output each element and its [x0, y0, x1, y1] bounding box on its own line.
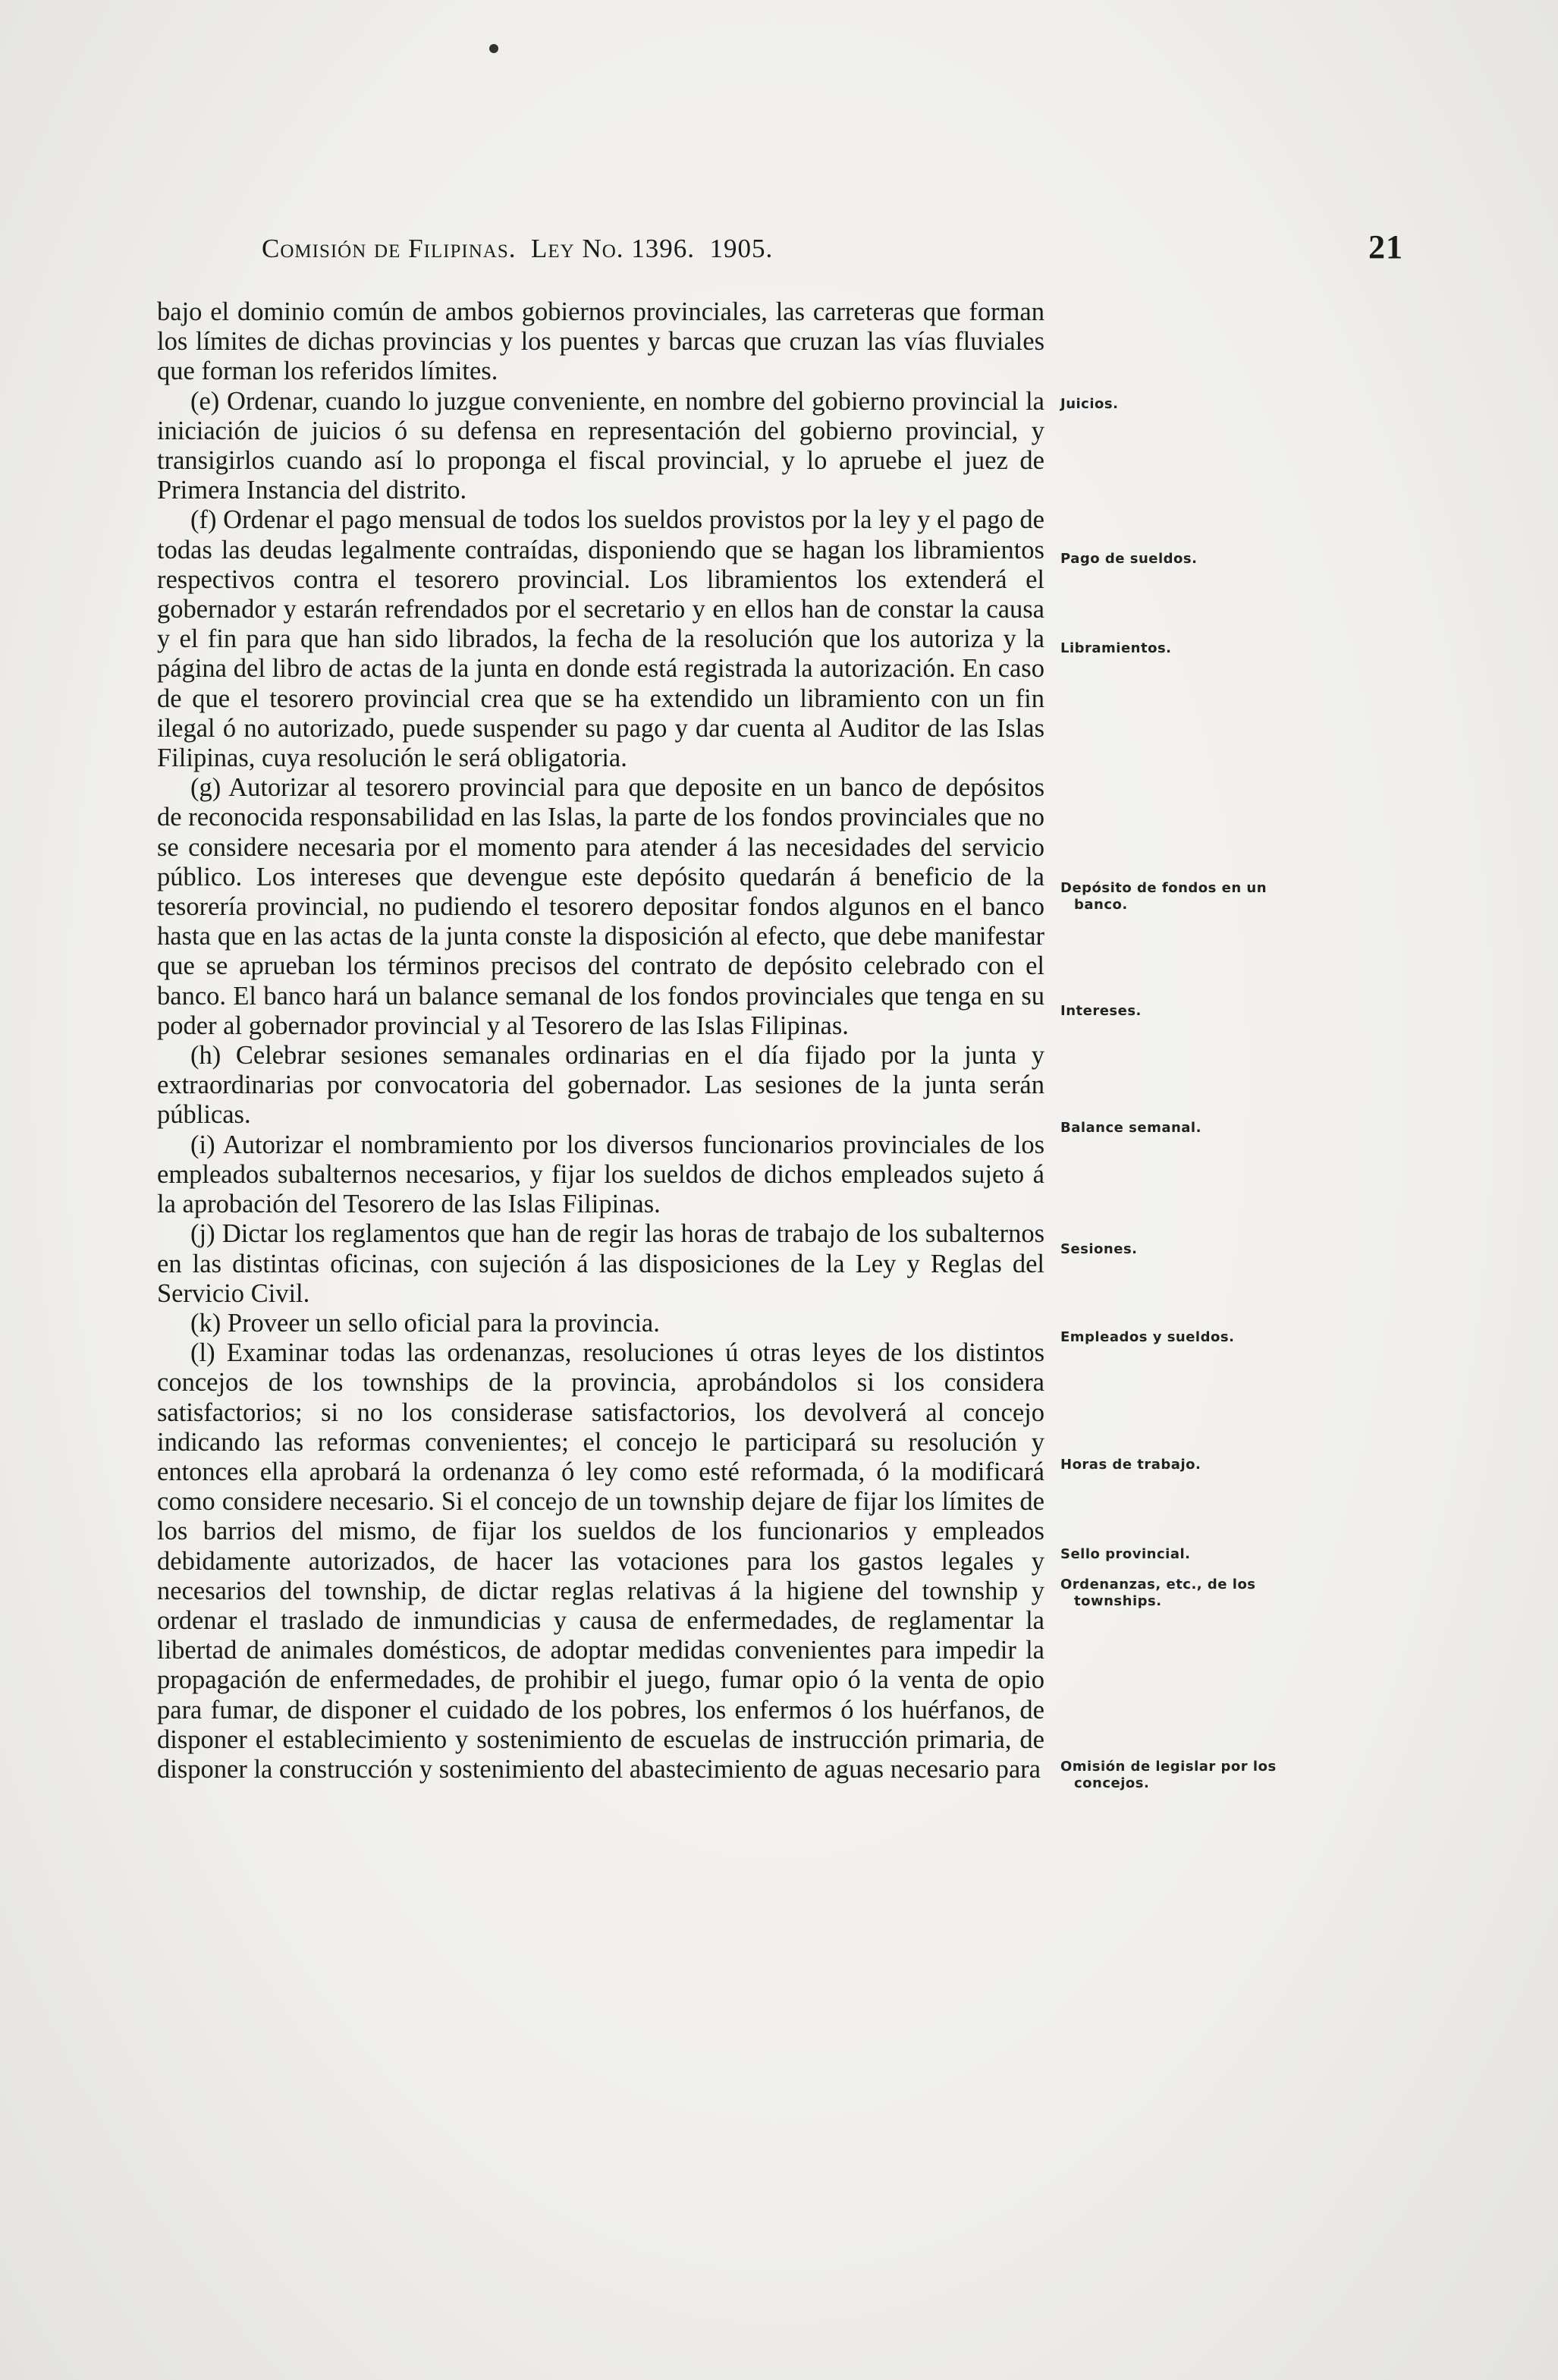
margin-note-intereses: Intereses.	[1060, 1003, 1142, 1019]
margin-note-sello: Sello provincial.	[1060, 1546, 1191, 1562]
margin-note-omision: Omisión de legislar por los concejos.	[1060, 1759, 1277, 1791]
margin-note-ordenanzas: Ordenanzas, etc., de los townships.	[1060, 1577, 1256, 1609]
margin-note-balance: Balance semanal.	[1060, 1120, 1201, 1136]
ink-spot	[489, 44, 498, 53]
paragraph-l: (l) Examinar todas las ordenanzas, resoluciones ú otras leyes de los distintos concejos de los townships de la provincia, aprobándolos si los considera satisfactorios; si no los considerase satisfactorios, los devolverá al concejo indicando las reformas convenientes; el concejo le participará su resolución y entonces ella aprobará la ordenanza ó ley como esté reformada, ó la modificará como considere necesario. Si el concejo de un township dejare de fijar los límites de los barrios del mismo, de fijar los sueldos de los funcionarios y empleados debidamente autorizados, de hacer las votaciones para los gastos legales y necesarios del township, de dictar reglas relativas á la higiene del township y ordenar el traslado de inmundicias y causa de enfermedades, de reglamentar la libertad de animales domésticos, de adoptar medidas convenientes para impedir la propagación de enfermedades, de prohibir el juego, fumar opio ó la venta de opio para fumar, de disponer el cuidado de los pobres, los enfermos ó los huérfanos, de disponer el establecimiento y sostenimiento de escuelas de instrucción primaria, de disponer la construcción y sostenimiento del abastecimiento de aguas necesario para	[157, 1338, 1044, 1784]
paragraph-continuation: bajo el dominio común de ambos gobiernos provinciales, las carreteras que forman los límites de dichas provincias y los puentes y barcas que cruzan las vías fluviales que forman los referidos límites.	[157, 297, 1044, 386]
paragraph-j: (j) Dictar los reglamentos que han de regir las horas de trabajo de los subalternos en las distintas oficinas, con sujeción á las disposiciones de la Ley y Reglas del Servicio Civil.	[157, 1219, 1044, 1308]
running-head	[262, 234, 773, 264]
margin-note-pago-sueldos: Pago de sueldos.	[1060, 551, 1198, 567]
margin-note-sesiones: Sesiones.	[1060, 1241, 1138, 1257]
running-head-commission: Comisión de Filipinas.	[262, 234, 517, 263]
margin-note-juicios: Juicios.	[1060, 396, 1119, 412]
running-head-law: Ley No. 1396.	[531, 234, 696, 263]
paragraph-k: (k) Proveer un sello oficial para la provincia.	[190, 1308, 660, 1338]
body-text	[157, 297, 1044, 1784]
margin-note-empleados: Empleados y sueldos.	[1060, 1329, 1235, 1345]
margin-note-libramientos: Libramientos.	[1060, 640, 1172, 656]
running-head-year: 1905.	[709, 234, 774, 263]
page-number: 21	[1368, 228, 1403, 266]
paragraph-h: (h) Celebrar sesiones semanales ordinarias en el día fijado por la junta y extraordinarias por convocatoria del gobernador. Las sesiones de la junta serán públicas.	[157, 1041, 1044, 1130]
paragraph-e: (e) Ordenar, cuando lo juzgue conveniente, en nombre del gobierno provincial la iniciación de juicios ó su defensa en representación del gobierno provincial, y transigirlos cuando así lo proponga el fiscal provincial, y lo apruebe el juez de Primera Instancia del distrito.	[157, 386, 1044, 505]
margin-note-horas: Horas de trabajo.	[1060, 1457, 1201, 1473]
paragraph-f: (f) Ordenar el pago mensual de todos los sueldos provistos por la ley y el pago de todas las deudas legalmente contraídas, disponiendo que se hagan los libramientos respectivos contra el tesorero provincial. Los libramientos los extenderá el gobernador y estarán refrendados por el secretario y en ellos han de constar la causa y el fin para que han sido librados, la fecha de la resolución que los autoriza y la página del libro de actas de la junta en donde está registrada la autorización. En caso de que el tesorero provincial crea que se ha extendido un libramiento con un fin ilegal ó no autorizado, puede suspender su pago y dar cuenta al Auditor de las Islas Filipinas, cuya resolución le será obligatoria.	[157, 505, 1044, 773]
page-header	[262, 228, 1403, 273]
margin-note-deposito: Depósito de fondos en un banco.	[1060, 880, 1267, 913]
paragraph-i: (i) Autorizar el nombramiento por los diversos funcionarios provinciales de los empleados subalternos necesarios, y fijar los sueldos de dichos empleados sujeto á la aprobación del Tesorero de las Islas Filipinas.	[157, 1130, 1044, 1219]
paragraph-g: (g) Autorizar al tesorero provincial para que deposite en un banco de depósitos de reconocida responsabilidad en las Islas, la parte de los fondos provinciales que no se considere necesaria por el momento para atender á las necesidades del servicio público. Los intereses que devengue este depósito quedarán á beneficio de la tesorería provincial, no pudiendo el tesorero depositar fondos algunos en el banco hasta que en las actas de la junta conste la disposición al efecto, que debe manifestar que se aprueban los términos precisos del contrato de depósito celebrado con el banco. El banco hará un balance semanal de los fondos provinciales que tenga en su poder al gobernador provincial y al Tesorero de las Islas Filipinas.	[157, 773, 1044, 1040]
